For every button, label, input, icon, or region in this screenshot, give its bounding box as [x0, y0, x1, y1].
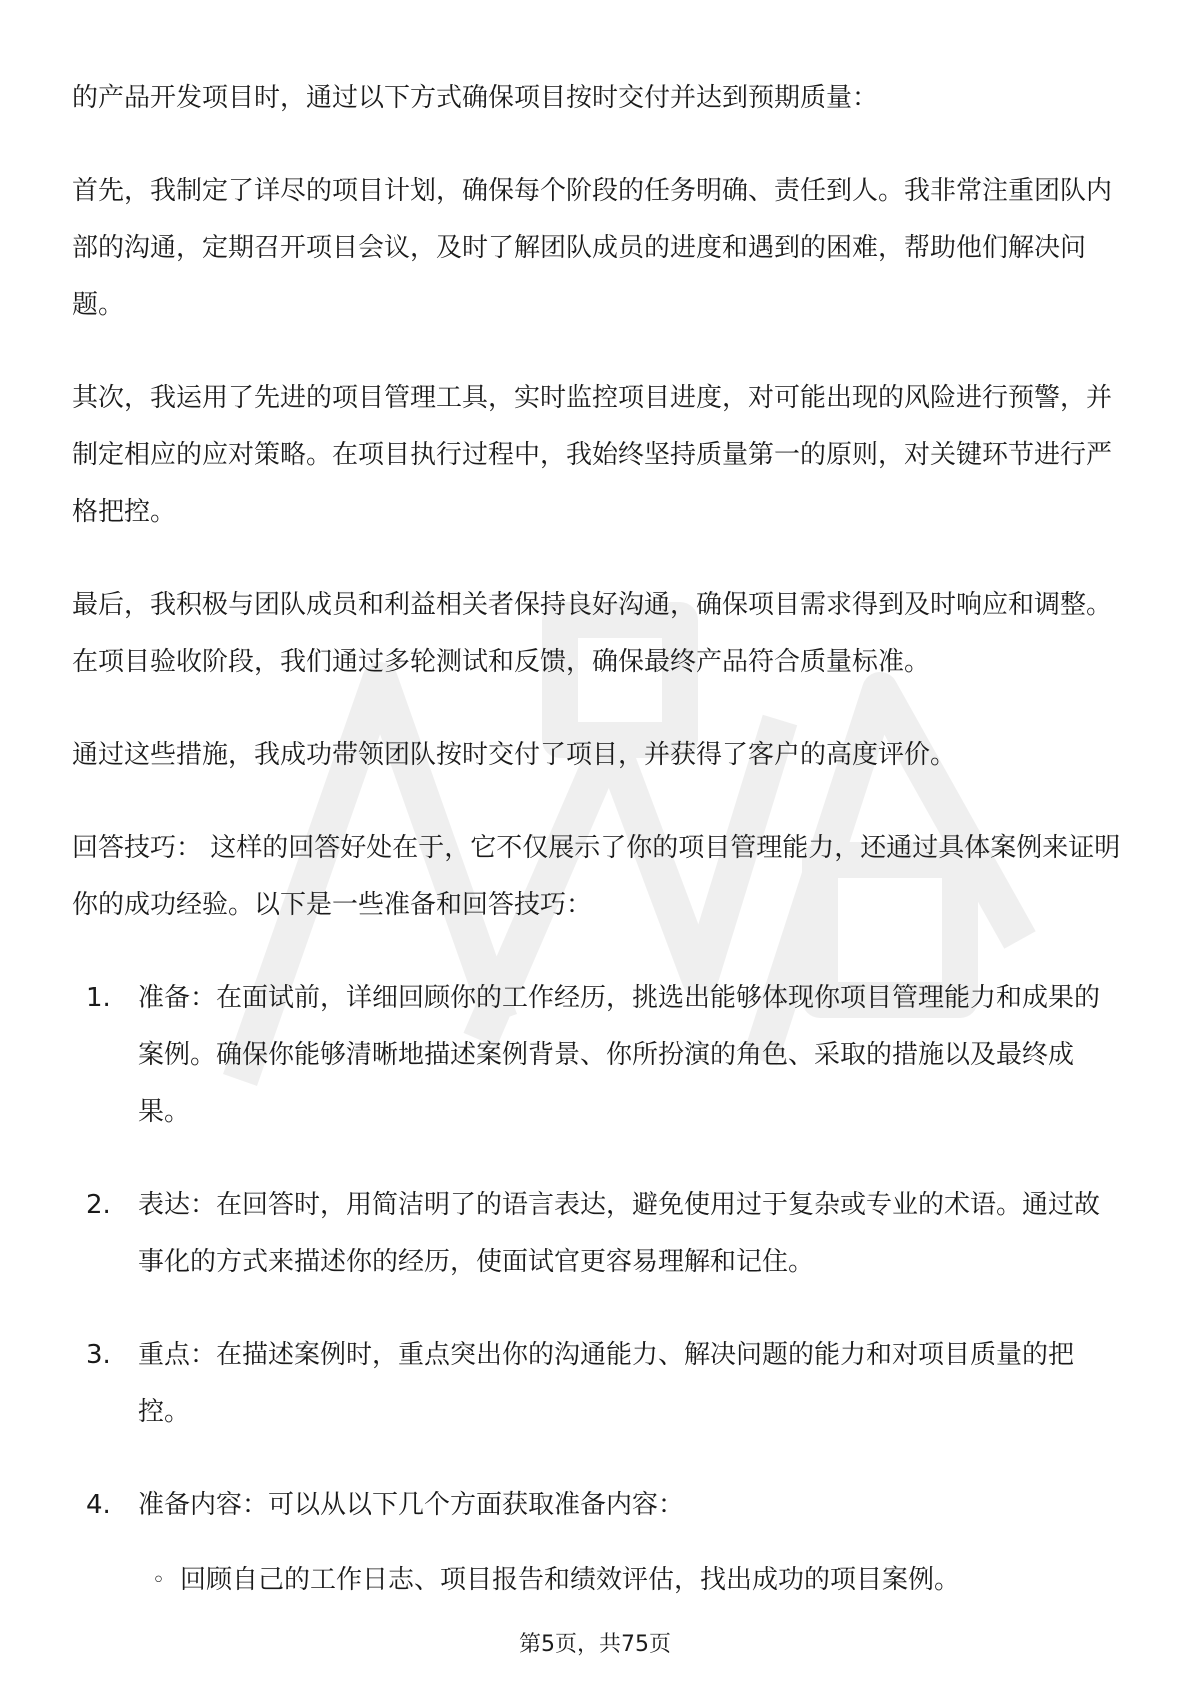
list-number: 3. — [86, 1340, 111, 1370]
paragraph-intro-continuation: 的产品开发项目时，通过以下方式确保项目按时交付并达到预期质量： — [72, 83, 879, 113]
list-item-text: 表达：在回答时，用简洁明了的语言表达，避免使用过于复杂或专业的术语。通过故事化的方式来描述你的经历，使面试官更容易理解和记住。 — [138, 1190, 1101, 1277]
sub-list-item — [152, 1552, 1122, 1609]
list-number: 2. — [86, 1190, 111, 1220]
sub-list-item-text: 回顾自己的工作日志、项目报告和绩效评估，找出成功的项目案例。 — [180, 1565, 961, 1595]
page-number-footer: 第5页，共75页 — [519, 1632, 671, 1657]
list-item-text: 准备内容：可以从以下几个方面获取准备内容： — [138, 1490, 685, 1520]
paragraph-first: 首先，我制定了详尽的项目计划，确保每个阶段的任务明确、责任到人。我非常注重团队内部的沟通，定期召开项目会议，及时了解团队成员的进度和遇到的困难，帮助他们解决问题。 — [72, 176, 1113, 320]
tips-list — [72, 970, 1122, 1534]
paragraph-summary: 通过这些措施，我成功带领团队按时交付了项目，并获得了客户的高度评价。 — [72, 740, 957, 770]
document-body — [72, 70, 1122, 1609]
paragraph-second: 其次，我运用了先进的项目管理工具，实时监控项目进度，对可能出现的风险进行预警，并制定相应的应对策略。在项目执行过程中，我始终坚持质量第一的原则，对关键环节进行严格把控。 — [72, 383, 1113, 527]
list-item — [86, 1327, 1122, 1441]
sub-list — [72, 1552, 1122, 1609]
list-item — [86, 1477, 1122, 1534]
list-item-text: 准备：在面试前，详细回顾你的工作经历，挑选出能够体现你项目管理能力和成果的案例。确保你能够清晰地描述案例背景、你所扮演的角色、采取的措施以及最终成果。 — [138, 983, 1101, 1127]
list-item — [86, 1177, 1122, 1291]
paragraph-last: 最后，我积极与团队成员和利益相关者保持良好沟通，确保项目需求得到及时响应和调整。在项目验收阶段，我们通过多轮测试和反馈，确保最终产品符合质量标准。 — [72, 590, 1113, 677]
list-item-text: 重点：在描述案例时，重点突出你的沟通能力、解决问题的能力和对项目质量的把控。 — [138, 1340, 1075, 1427]
hollow-bullet-icon: ◦ — [152, 1568, 165, 1593]
list-number: 1. — [86, 983, 111, 1013]
list-number: 4. — [86, 1490, 111, 1520]
paragraph-tips-intro: 回答技巧： 这样的回答好处在于，它不仅展示了你的项目管理能力，还通过具体案例来证明你的成功经验。以下是一些准备和回答技巧： — [72, 833, 1121, 920]
list-item — [86, 970, 1122, 1141]
